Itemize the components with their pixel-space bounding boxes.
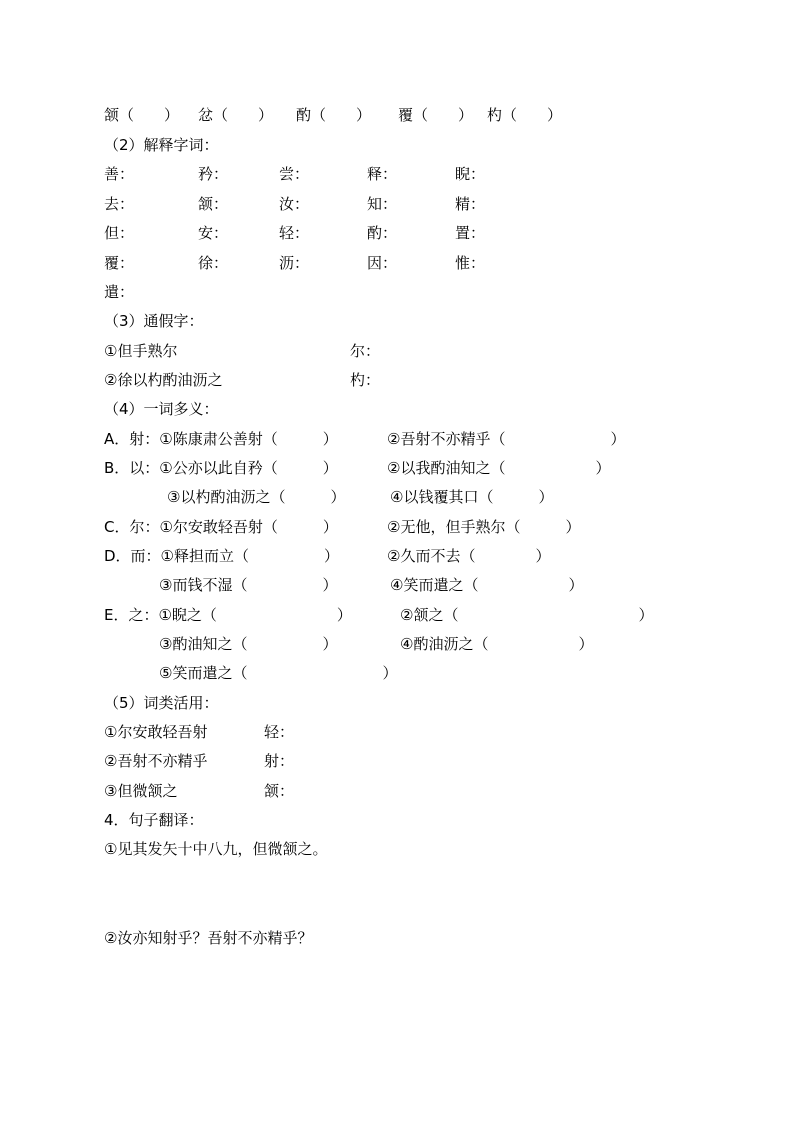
pinyin-item: 颔（ ） <box>104 106 180 124</box>
section-explain-heading: （2）解释字词： <box>104 136 219 154</box>
polysemy-entry: ③酌油知之（ ） <box>159 635 338 653</box>
polysemy-line <box>104 457 611 479</box>
polysemy-entry: C．尔：①尔安敢轻吾射（ ） <box>104 518 338 536</box>
polysemy-line <box>104 516 581 538</box>
explain-term: 安： <box>198 224 229 242</box>
wordclass-word: 轻： <box>264 723 295 741</box>
explain-term: 矜： <box>198 165 229 183</box>
wordclass-item <box>104 750 295 772</box>
explain-term: 善： <box>104 165 135 183</box>
explain-row <box>104 222 486 244</box>
explain-term: 去： <box>104 195 135 213</box>
section-translate-heading: 4．句子翻译： <box>104 811 204 829</box>
explain-term: 尝： <box>279 165 310 183</box>
polysemy-line <box>104 604 654 626</box>
pinyin-item: 杓（ ） <box>487 106 563 124</box>
explain-term: 遣： <box>104 283 135 301</box>
section-wordclass-heading: （5）词类活用： <box>104 694 219 712</box>
polysemy-entry: D．而：①释担而立（ ） <box>104 547 339 565</box>
tongjia-item <box>104 369 381 391</box>
tongjia-sentence: ②徐以杓酌油沥之 <box>104 371 223 389</box>
polysemy-line <box>104 428 626 450</box>
polysemy-line <box>104 662 398 684</box>
polysemy-entry: B．以：①公亦以此自矜（ ） <box>104 459 338 477</box>
wordclass-word: 颔： <box>264 782 295 800</box>
explain-term: 精： <box>455 195 486 213</box>
explain-term: 睨： <box>455 165 486 183</box>
explain-term: 轻： <box>279 224 310 242</box>
wordclass-sentence: ②吾射不亦精乎 <box>104 752 208 770</box>
wordclass-sentence: ①尔安敢轻吾射 <box>104 723 208 741</box>
explain-term: 颔： <box>198 195 229 213</box>
polysemy-line <box>104 545 551 567</box>
explain-term: 惟： <box>455 254 486 272</box>
explain-term: 释： <box>367 165 398 183</box>
explain-row <box>104 163 486 185</box>
explain-term: 但： <box>104 224 135 242</box>
wordclass-word: 射： <box>264 752 295 770</box>
polysemy-entry: E．之：①睨之（ ） <box>104 606 352 624</box>
polysemy-entry: ④酌油沥之（ ） <box>400 635 594 653</box>
translate-item: ②汝亦知射乎？吾射不亦精乎？ <box>104 929 313 947</box>
wordclass-item <box>104 721 295 743</box>
polysemy-line <box>104 633 594 655</box>
explain-term: 置： <box>455 224 486 242</box>
polysemy-entry: A．射：①陈康肃公善射（ ） <box>104 430 338 448</box>
section-tongjia-heading: （3）通假字： <box>104 312 204 330</box>
polysemy-entry: ②吾射不亦精乎（ ） <box>387 430 626 448</box>
explain-term: 因： <box>367 254 398 272</box>
polysemy-entry: ⑤笑而遣之（ ） <box>159 664 398 682</box>
wordclass-item <box>104 780 295 802</box>
polysemy-entry: ③而钱不湿（ ） <box>159 576 338 594</box>
explain-row <box>104 252 486 274</box>
polysemy-entry: ④以钱覆其口（ ） <box>390 488 554 506</box>
wordclass-sentence: ③但微颔之 <box>104 782 178 800</box>
pinyin-item: 酌（ ） <box>296 106 372 124</box>
explain-row <box>104 281 135 303</box>
polysemy-line <box>104 574 584 596</box>
pinyin-row <box>104 104 563 126</box>
tongjia-item <box>104 340 381 362</box>
polysemy-entry: ④笑而遣之（ ） <box>390 576 584 594</box>
polysemy-line <box>104 486 554 508</box>
explain-term: 沥： <box>279 254 310 272</box>
polysemy-entry: ③以杓酌油沥之（ ） <box>167 488 346 506</box>
explain-term: 汝： <box>279 195 310 213</box>
tongjia-word: 杓： <box>350 371 381 389</box>
explain-term: 徐： <box>198 254 229 272</box>
polysemy-entry: ②颔之（ ） <box>400 606 654 624</box>
pinyin-item: 忿（ ） <box>198 106 274 124</box>
polysemy-entry: ②久而不去（ ） <box>387 547 551 565</box>
explain-term: 覆： <box>104 254 135 272</box>
polysemy-entry: ②无他，但手熟尔（ ） <box>387 518 581 536</box>
explain-term: 酌： <box>367 224 398 242</box>
pinyin-item: 覆（ ） <box>398 106 474 124</box>
explain-row <box>104 193 486 215</box>
polysemy-entry: ②以我酌油知之（ ） <box>387 459 611 477</box>
section-polysemy-heading: （4）一词多义： <box>104 400 219 418</box>
explain-term: 知： <box>367 195 398 213</box>
tongjia-sentence: ①但手熟尔 <box>104 342 178 360</box>
translate-item: ①见其发矢十中八九，但微颔之。 <box>104 840 328 858</box>
tongjia-word: 尔： <box>350 342 381 360</box>
